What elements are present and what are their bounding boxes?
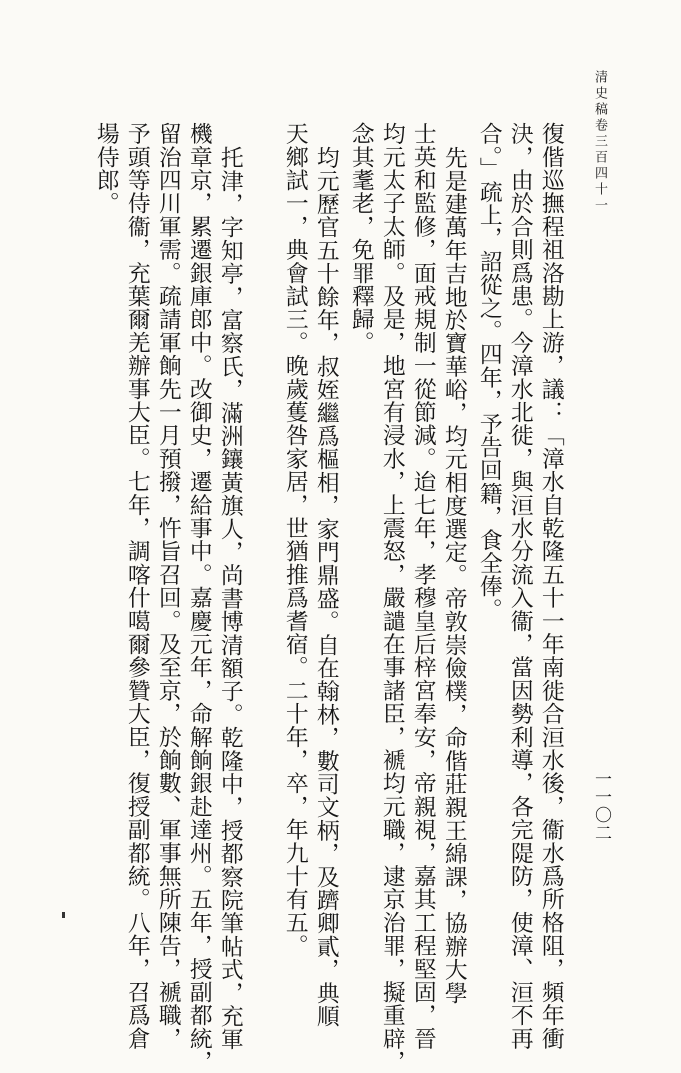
- text-column: 士英和監修，面戒規制一從節減。迨七年，孝穆皇后梓宮奉安，帝親視，嘉其工程堅固，晉: [409, 122, 436, 1050]
- print-speck: [62, 912, 65, 918]
- page-number: 一一〇二: [591, 770, 611, 842]
- text-column: 留治四川軍需。疏請軍餉先一月預撥，忤旨召回。及至京，於餉數、軍事無所陳告，褫職，: [154, 122, 181, 1050]
- text-column: 場侍郎。: [92, 122, 119, 215]
- text-column: 均元太子太師。及是，地宮有浸水，上震怒，嚴譴在事諸臣，褫均元職，逮京治罪，擬重辟，: [378, 122, 405, 1073]
- text-column: 合。」疏上，詔從之。四年，予告回籍，食全俸。: [475, 122, 502, 621]
- text-column: 先是建萬年吉地於寶華峪，均元相度選定。帝敦崇儉樸，命偕莊親王綿課，協辦大學: [440, 146, 467, 1005]
- running-header: 清史稿卷三百四十一: [592, 70, 607, 214]
- text-column: 天鄉試一，典會試三。晚歲蒦咎家居，世猶推爲耆宿。二十年，卒，年九十有五。: [281, 122, 308, 958]
- text-column: 均元歷官五十餘年，叔姪繼爲樞相，家門鼎盛。自在翰林，數司文柄，及躋卿貳，典順: [312, 146, 339, 1028]
- text-column: 予頭等侍衞，充葉爾羌辦事大臣。七年，調喀什噶爾參贊大臣，復授副都統。八年，召爲倉: [123, 122, 150, 1050]
- text-column: 托津，字知亭，富察氏，滿洲鑲黃旗人，尚書博清額子。乾隆中，授都察院筆帖式，充軍: [216, 146, 243, 1051]
- text-column: 復偕巡撫程祖洛勘上游，議：「漳水自乾隆五十一年南徙合洹水後，衞水爲所格阻，頻年衝: [537, 122, 564, 1050]
- text-column: 決，由於合則爲患。今漳水北徙，與洹水分流入衞，當因勢利導，各完隄防，使漳、洹不再: [506, 122, 533, 1050]
- text-column: 念其耄老，免罪釋歸。: [347, 122, 374, 354]
- text-column: 機章京，累遷銀庫郎中。改御史，遷給事中。嘉慶元年，命解餉銀赴達州。五年，授副都統，: [185, 122, 212, 1073]
